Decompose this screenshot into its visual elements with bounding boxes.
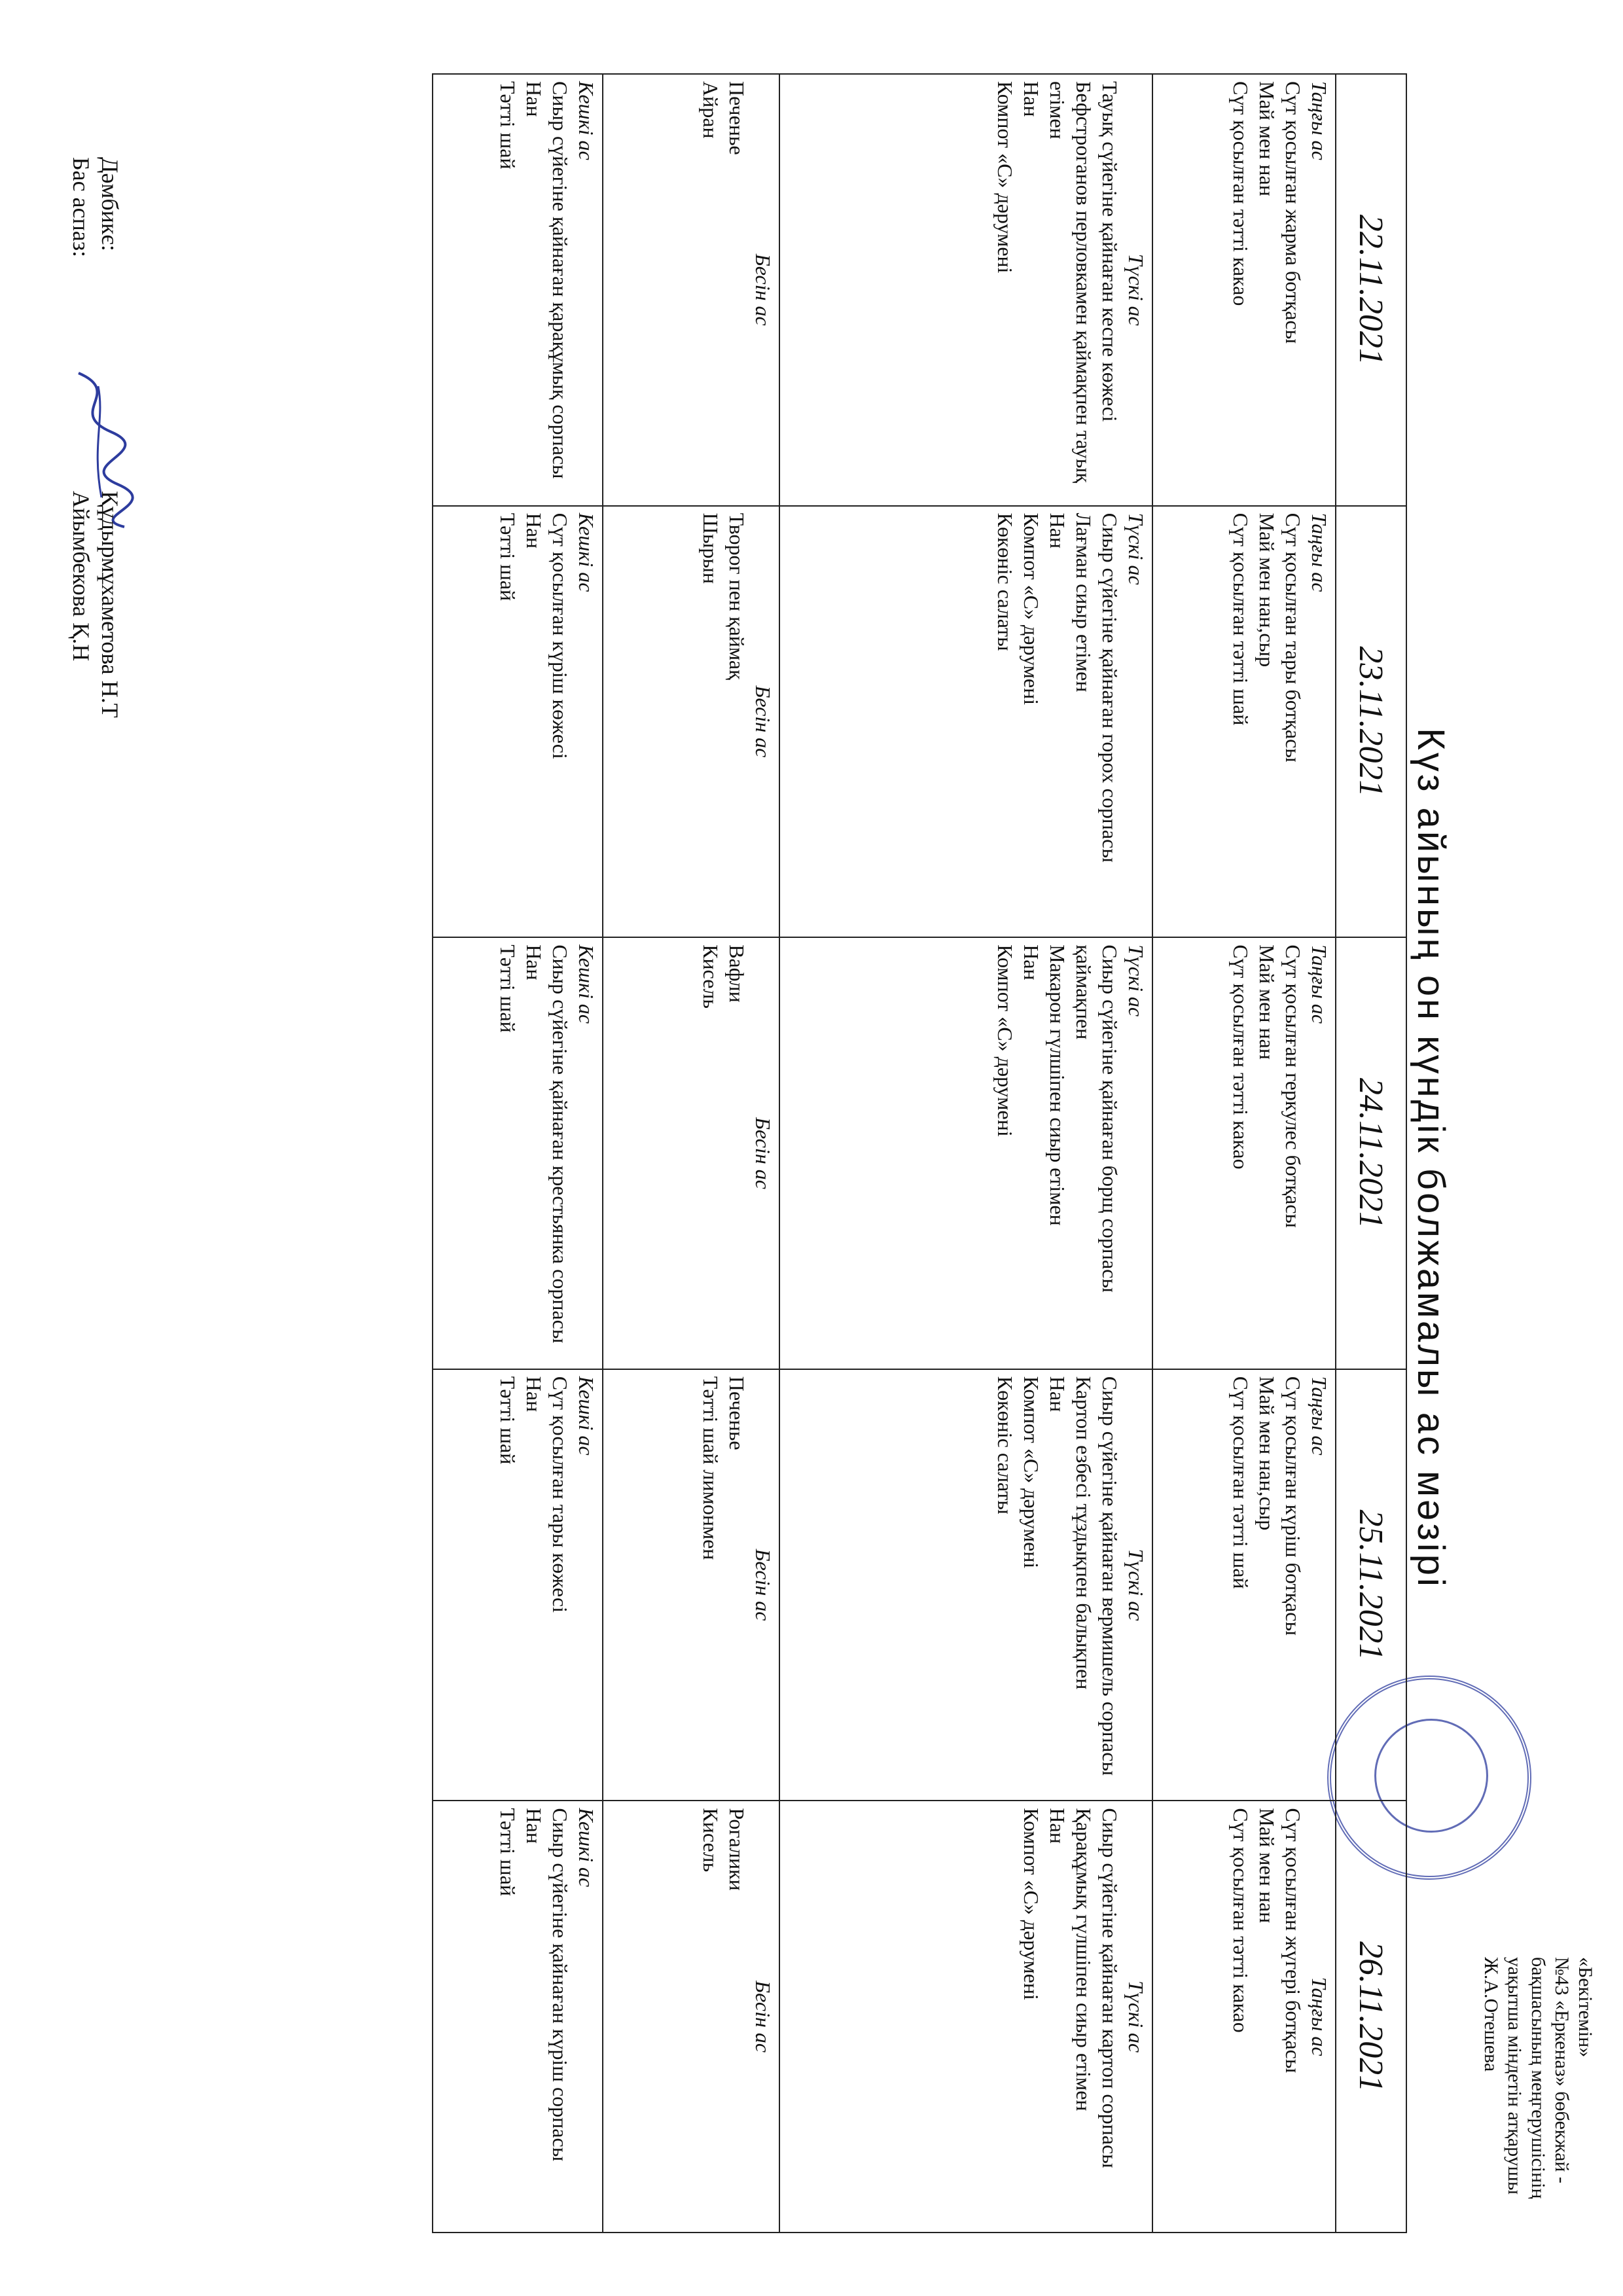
signature-role: Дәмбикє:	[97, 157, 123, 251]
meal-header: Кешкі ас	[575, 81, 598, 160]
breakfast-row	[1152, 74, 1336, 2233]
menu-item: Көкөніс салаты	[993, 1376, 1017, 1515]
breakfast-cell	[1152, 74, 1336, 506]
menu-item: Көкөніс салаты	[993, 512, 1017, 651]
menu-item: Сиыр сүйегіне қайнаған күріш сорпасы	[548, 1808, 572, 2162]
menu-item: Сиыр сүйегіне қайнаған вермишель сорпасы	[1098, 1376, 1122, 1776]
dinner-cell	[433, 74, 603, 506]
date-header: 26.11.2021	[1336, 1801, 1406, 2233]
meal-header: Түскі ас	[1124, 512, 1148, 585]
menu-item: Сүт қосылған тәтті какао	[1229, 1808, 1253, 2033]
menu-item: Тәтті шай	[496, 944, 520, 1033]
meal-header: Кешкі ас	[575, 944, 598, 1024]
signatures-block	[67, 157, 124, 718]
menu-item: Сүт қосылған тәтті какао	[1229, 81, 1253, 306]
snack-cell	[603, 74, 779, 506]
breakfast-cell	[1152, 1369, 1336, 1801]
dinner-cell	[433, 1801, 603, 2233]
menu-item: Шырын	[699, 512, 722, 584]
menu-item: Лағман сиыр етімен	[1072, 512, 1096, 692]
menu-item: Компот «С» дәрумені	[993, 944, 1017, 1137]
snack-row	[603, 74, 779, 2233]
menu-item: Компот «С» дәрумені	[1020, 1808, 1043, 2000]
dinner-row	[433, 74, 603, 2233]
menu-item: Сүт қосылған күріш көжесі	[548, 512, 572, 759]
menu-item: Компот «С» дәрумені	[993, 81, 1017, 274]
approval-line: №43 «Еркеназ» бөбекжай -	[1551, 1957, 1573, 2183]
menu-item: Нан	[522, 1376, 546, 1412]
meal-header: Түскі ас	[1124, 253, 1148, 326]
lunch-cell	[779, 1369, 1152, 1801]
menu-item: Май мен нан,сыр	[1255, 512, 1279, 668]
menu-item: Сиыр сүйегіне қайнаған горох сорпасы	[1098, 512, 1122, 863]
menu-item: Печенье	[725, 81, 749, 155]
menu-item: Сиыр сүйегіне қайнаған қарақұмық сорпасы	[548, 81, 572, 479]
menu-item: Вафли	[725, 944, 749, 1003]
menu-item: Сүт қосылған тәтті какао	[1229, 944, 1253, 1170]
date-row	[1336, 74, 1406, 2233]
meal-header: Кешкі ас	[575, 512, 598, 592]
signature-role: Бас аспаз:	[68, 157, 94, 258]
meal-header: Бесін ас	[751, 1981, 775, 2053]
menu-item: Сүт қосылған тәтті шай	[1229, 1376, 1253, 1589]
approval-line: бақшасының меңгерушісінің	[1527, 1957, 1549, 2199]
menu-item: Нан	[1046, 1376, 1069, 1412]
meal-header: Бесін ас	[751, 1117, 775, 1189]
menu-table	[432, 73, 1407, 2233]
menu-item: Сүт қосылған күріш ботқасы	[1281, 1376, 1305, 1636]
snack-cell	[603, 506, 779, 938]
menu-item: Сүт қосылған жарма ботқасы	[1281, 81, 1305, 344]
meal-header: Таңғы ас	[1308, 1977, 1331, 2056]
menu-item: Нан	[522, 81, 546, 117]
approval-block	[1479, 1957, 1597, 2258]
menu-item: Нан	[522, 1808, 546, 1844]
menu-item: Нан	[522, 512, 546, 549]
menu-item: Тәтті шай	[496, 1376, 520, 1465]
lunch-cell	[779, 506, 1152, 938]
menu-item: Кисель	[699, 944, 722, 1009]
menu-item: Сиыр сүйегіне қайнаған крестьянка сорпасы	[548, 944, 572, 1344]
menu-item: Май мен нан,сыр	[1255, 1376, 1279, 1531]
meal-header: Түскі ас	[1124, 944, 1148, 1017]
snack-cell	[603, 1369, 779, 1801]
page-title: Күз айының он күндік болжамалы ас мәзірі	[1410, 728, 1452, 1589]
menu-item: Сүт қосылған жүгері ботқасы	[1281, 1808, 1305, 2073]
menu-item: Нан	[522, 944, 546, 980]
menu-item: Тауық сүйегіне қайнаған кеспе көжесі	[1098, 81, 1122, 422]
lunch-cell	[779, 74, 1152, 506]
menu-item: Макарон гүлшіпен сиыр етімен	[1046, 944, 1069, 1226]
menu-item: Тәтті шай	[496, 512, 520, 601]
menu-item: Компот «С» дәрумені	[1020, 1376, 1043, 1569]
breakfast-cell	[1152, 1801, 1336, 2233]
lunch-cell	[779, 1801, 1152, 2233]
signature-row	[96, 157, 124, 718]
meal-header: Таңғы ас	[1308, 1376, 1331, 1456]
menu-item: Бефстроганов перловкамен қаймақпен тауық етімен	[1046, 81, 1096, 483]
menu-item: Май мен нан	[1255, 944, 1279, 1060]
meal-header: Бесін ас	[751, 685, 775, 758]
menu-item: Кисель	[699, 1808, 722, 1873]
menu-item: Айран	[699, 81, 722, 139]
dinner-cell	[433, 1369, 603, 1801]
meal-header: Таңғы ас	[1308, 944, 1331, 1024]
menu-item: Нан	[1046, 1808, 1069, 1844]
menu-item: Май мен нан	[1255, 1808, 1279, 1924]
menu-item: Нан	[1020, 944, 1043, 980]
menu-item: Творог пен қаймақ	[725, 512, 749, 680]
menu-item: Сүт қосылған тары көжесі	[548, 1376, 572, 1613]
dinner-cell	[433, 506, 603, 938]
menu-item: Печенье	[725, 1376, 749, 1450]
menu-item: Қарақұмық гүлшіпен сиыр етімен	[1072, 1808, 1096, 2111]
menu-item: Картоп езбесі тұздықпен балықпен	[1072, 1376, 1096, 1690]
date-header: 24.11.2021	[1336, 937, 1406, 1369]
meal-header: Таңғы ас	[1308, 81, 1331, 160]
lunch-cell	[779, 937, 1152, 1369]
snack-cell	[603, 1801, 779, 2233]
menu-item: Сиыр сүйегіне қайнаған картоп сорпасы	[1098, 1808, 1122, 2168]
signature-name: Құдырмұхаметова Н.Т	[97, 491, 123, 718]
menu-item: Тәтті шай	[496, 1808, 520, 1896]
meal-header: Кешкі ас	[575, 1376, 598, 1456]
breakfast-cell	[1152, 937, 1336, 1369]
menu-item: Сүт қосылған геркулес ботқасы	[1281, 944, 1305, 1229]
date-header: 25.11.2021	[1336, 1369, 1406, 1801]
menu-item: Нан	[1020, 81, 1043, 117]
meal-header: Таңғы ас	[1308, 512, 1331, 592]
menu-item: Май мен нан	[1255, 81, 1279, 196]
meal-header: Бесін ас	[751, 1549, 775, 1621]
date-header: 22.11.2021	[1336, 74, 1406, 506]
menu-item: Тәтті шай	[496, 81, 520, 170]
date-header: 23.11.2021	[1336, 506, 1406, 938]
lunch-row	[779, 74, 1152, 2233]
snack-cell	[603, 937, 779, 1369]
approval-line: «Бекітемін»	[1575, 1957, 1596, 2058]
breakfast-cell	[1152, 506, 1336, 938]
meal-header: Кешкі ас	[575, 1808, 598, 1888]
dinner-cell	[433, 937, 603, 1369]
menu-item: Нан	[1046, 512, 1069, 549]
menu-item: Сүт қосылған тәтті шай	[1229, 512, 1253, 726]
meal-header: Бесін ас	[751, 253, 775, 326]
meal-header: Түскі ас	[1124, 1981, 1148, 2053]
approval-line: Ж.А.Отешева	[1480, 1957, 1502, 2072]
signature-name: Айымбекова Қ.Н	[68, 491, 94, 662]
menu-item: Компот «С» дәрумені	[1020, 512, 1043, 706]
approval-line: уақытша міндетін атқарушы	[1504, 1957, 1525, 2195]
menu-item: Сиыр сүйегіне қайнаған борщ сорпасы қаймақпен	[1072, 944, 1122, 1293]
signature-row	[67, 157, 96, 718]
menu-item: Сүт қосылған тары ботқасы	[1281, 512, 1305, 762]
meal-header: Түскі ас	[1124, 1549, 1148, 1621]
menu-item: Рогалики	[725, 1808, 749, 1891]
menu-item: Тәтті шай лимонмен	[699, 1376, 722, 1560]
